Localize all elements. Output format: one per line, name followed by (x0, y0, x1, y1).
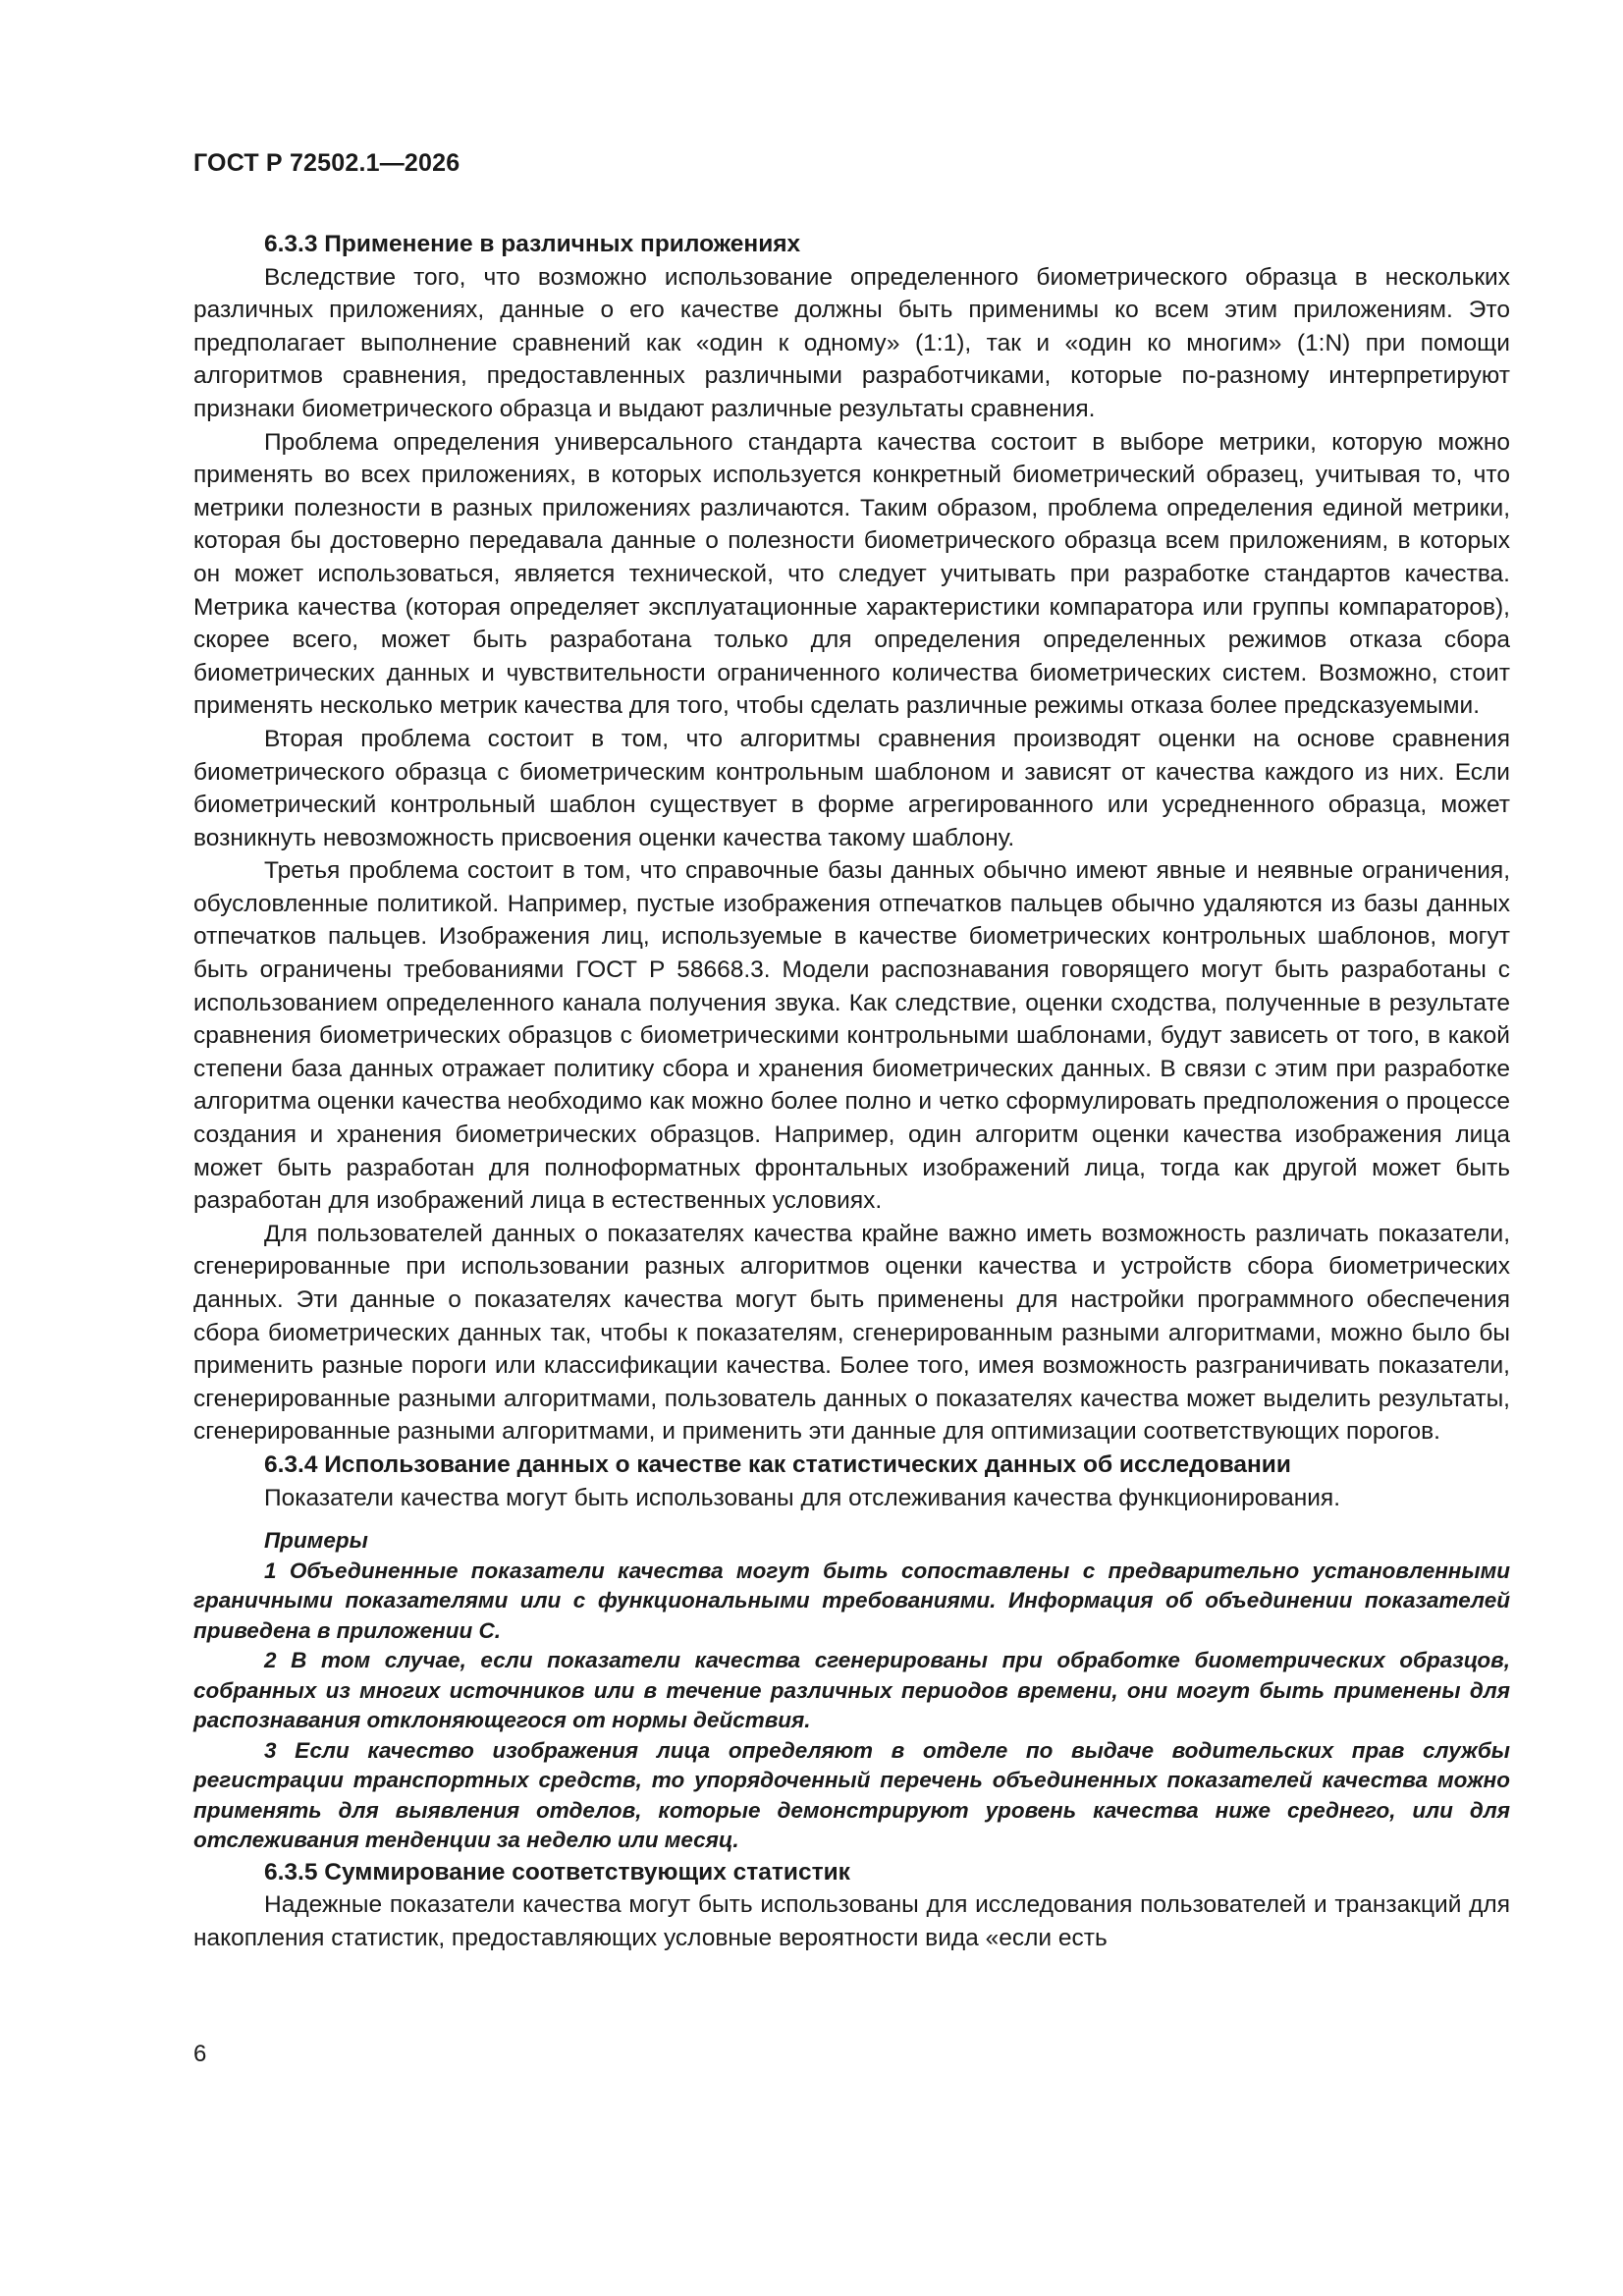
paragraph: Для пользователей данных о показателях качества крайне важно иметь возможность различать показатели, сгенерированные при использовании разных алгоритмов оценки качества и устройств сбора биометрических данных. Эти данные о показателях качества могут быть применены для настройки программного обеспечения сбора биометрических данных так, чтобы к показателям, сгенерированным разными алгоритмами, можно было бы применить разные пороги или классификации качества. Более того, имея возможность разграничивать показатели, сгенерированные разными алгоритмами, пользователь данных о показателях качества может выделить результаты, сгенерированные разными алгоритмами, и применить эти данные для оптимизации соответствующих порогов. (193, 1220, 1510, 1446)
example-item: 3 Если качество изображения лица определяют в отделе по выдаче водительских прав службы регистрации транспортных средств, то упорядоченный перечень объединенных показателей качества можно применять для выявления отделов, которые демонстрируют уровень качества ниже среднего, или для отслеживания тенденции за неделю или месяц. (193, 1737, 1510, 1853)
example-item: 1 Объединенные показатели качества могут быть сопоставлены с предварительно установленными граничными показателями или с функциональными требованиями. Информация об объединении показателей приведена в приложении С. (193, 1558, 1510, 1643)
page-number: 6 (193, 2041, 207, 2067)
document-code-header: ГОСТ Р 72502.1—2026 (193, 149, 460, 177)
paragraph: Третья проблема состоит в том, что справочные базы данных обычно имеют явные и неявные ограничения, обусловленные политикой. Например, пустые изображения отпечатков пальцев обычно удаляются из базы данных отпечатков пальцев. Изображения лиц, используемые в качестве биометрических контрольных шаблонов, могут быть ограничены требованиями ГОСТ Р 58668.3. Модели распознавания говорящего могут быть разработаны с использованием определенного канала получения звука. Как следствие, оценки сходства, полученные в результате сравнения биометрических образцов с биометрическими контрольными шаблонами, будут зависеть от того, в какой степени база данных отражает политику сбора и хранения биометрических данных. В связи с этим при разработке алгоритма оценки качества необходимо как можно более полно и четко сформулировать предположения о процессе создания и хранения биометрических образцов. Например, один алгоритм оценки качества изображения лица может быть разработан для полноформатных фронтальных изображений лица, тогда как другой может быть разработан для изображений лица в естественных условиях. (193, 857, 1510, 1215)
paragraph: Показатели качества могут быть использованы для отслеживания качества функционирования. (264, 1484, 1341, 1511)
paragraph: Вторая проблема состоит в том, что алгоритмы сравнения производят оценки на основе сравнения биометрического образца с биометрическим контрольным шаблоном и зависят от качества каждого из них. Если биометрический контрольный шаблон существует в форме агрегированного или усредненного образца, может возникнуть невозможность присвоения оценки качества такому шаблону. (193, 725, 1510, 851)
paragraph: Проблема определения универсального стандарта качества состоит в выборе метрики, которую можно применять во всех приложениях, в которых используется конкретный биометрический образец, учитывая то, что метрики полезности в разных приложениях различаются. Таким образом, проблема определения единой метрики, которая бы достоверно передавала данные о полезности биометрического образца всем приложениям, в которых он может использоваться, является технической, что следует учитывать при разработке стандартов качества. Метрика качества (которая определяет эксплуатационные характеристики компаратора или группы компараторов), скорее всего, может быть разработана только для определения определенных режимов отказа сбора биометрических данных и чувствительности ограниченного количества биометрических систем. Возможно, стоит применять несколько метрик качества для того, чтобы сделать различные режимы отказа более предсказуемыми. (193, 428, 1510, 720)
examples-block (193, 1526, 1510, 1856)
section-heading-6-3-3: 6.3.3 Применение в различных приложениях (264, 231, 801, 257)
section-heading-6-3-4: 6.3.4 Использование данных о качестве как статистических данных об исследовании (264, 1450, 1291, 1478)
document-body (193, 228, 1510, 1954)
section-heading-6-3-5: 6.3.5 Суммирование соответствующих статистик (264, 1858, 850, 1886)
paragraph: Вследствие того, что возможно использование определенного биометрического образца в нескольких различных приложениях, данные о его качестве должны быть применимы ко всем этим приложениям. Это предполагает выполнение сравнений как «один к одному» (1:1), так и «один ко многим» (1:N) при помощи алгоритмов сравнения, предоставленных различными разработчиками, которые по-разному интерпретируют признаки биометрического образца и выдают различные результаты сравнения. (193, 263, 1510, 422)
paragraph: Надежные показатели качества могут быть использованы для исследования пользователей и транзакций для накопления статистик, предоставляющих условные вероятности вида «если есть (193, 1891, 1510, 1951)
example-item: 2 В том случае, если показатели качества сгенерированы при обработке биометрических образцов, собранных из многих источников или в течение различных периодов времени, они могут быть применены для распознавания отклоняющегося от нормы действия. (193, 1648, 1510, 1733)
examples-title: Примеры (264, 1528, 368, 1554)
